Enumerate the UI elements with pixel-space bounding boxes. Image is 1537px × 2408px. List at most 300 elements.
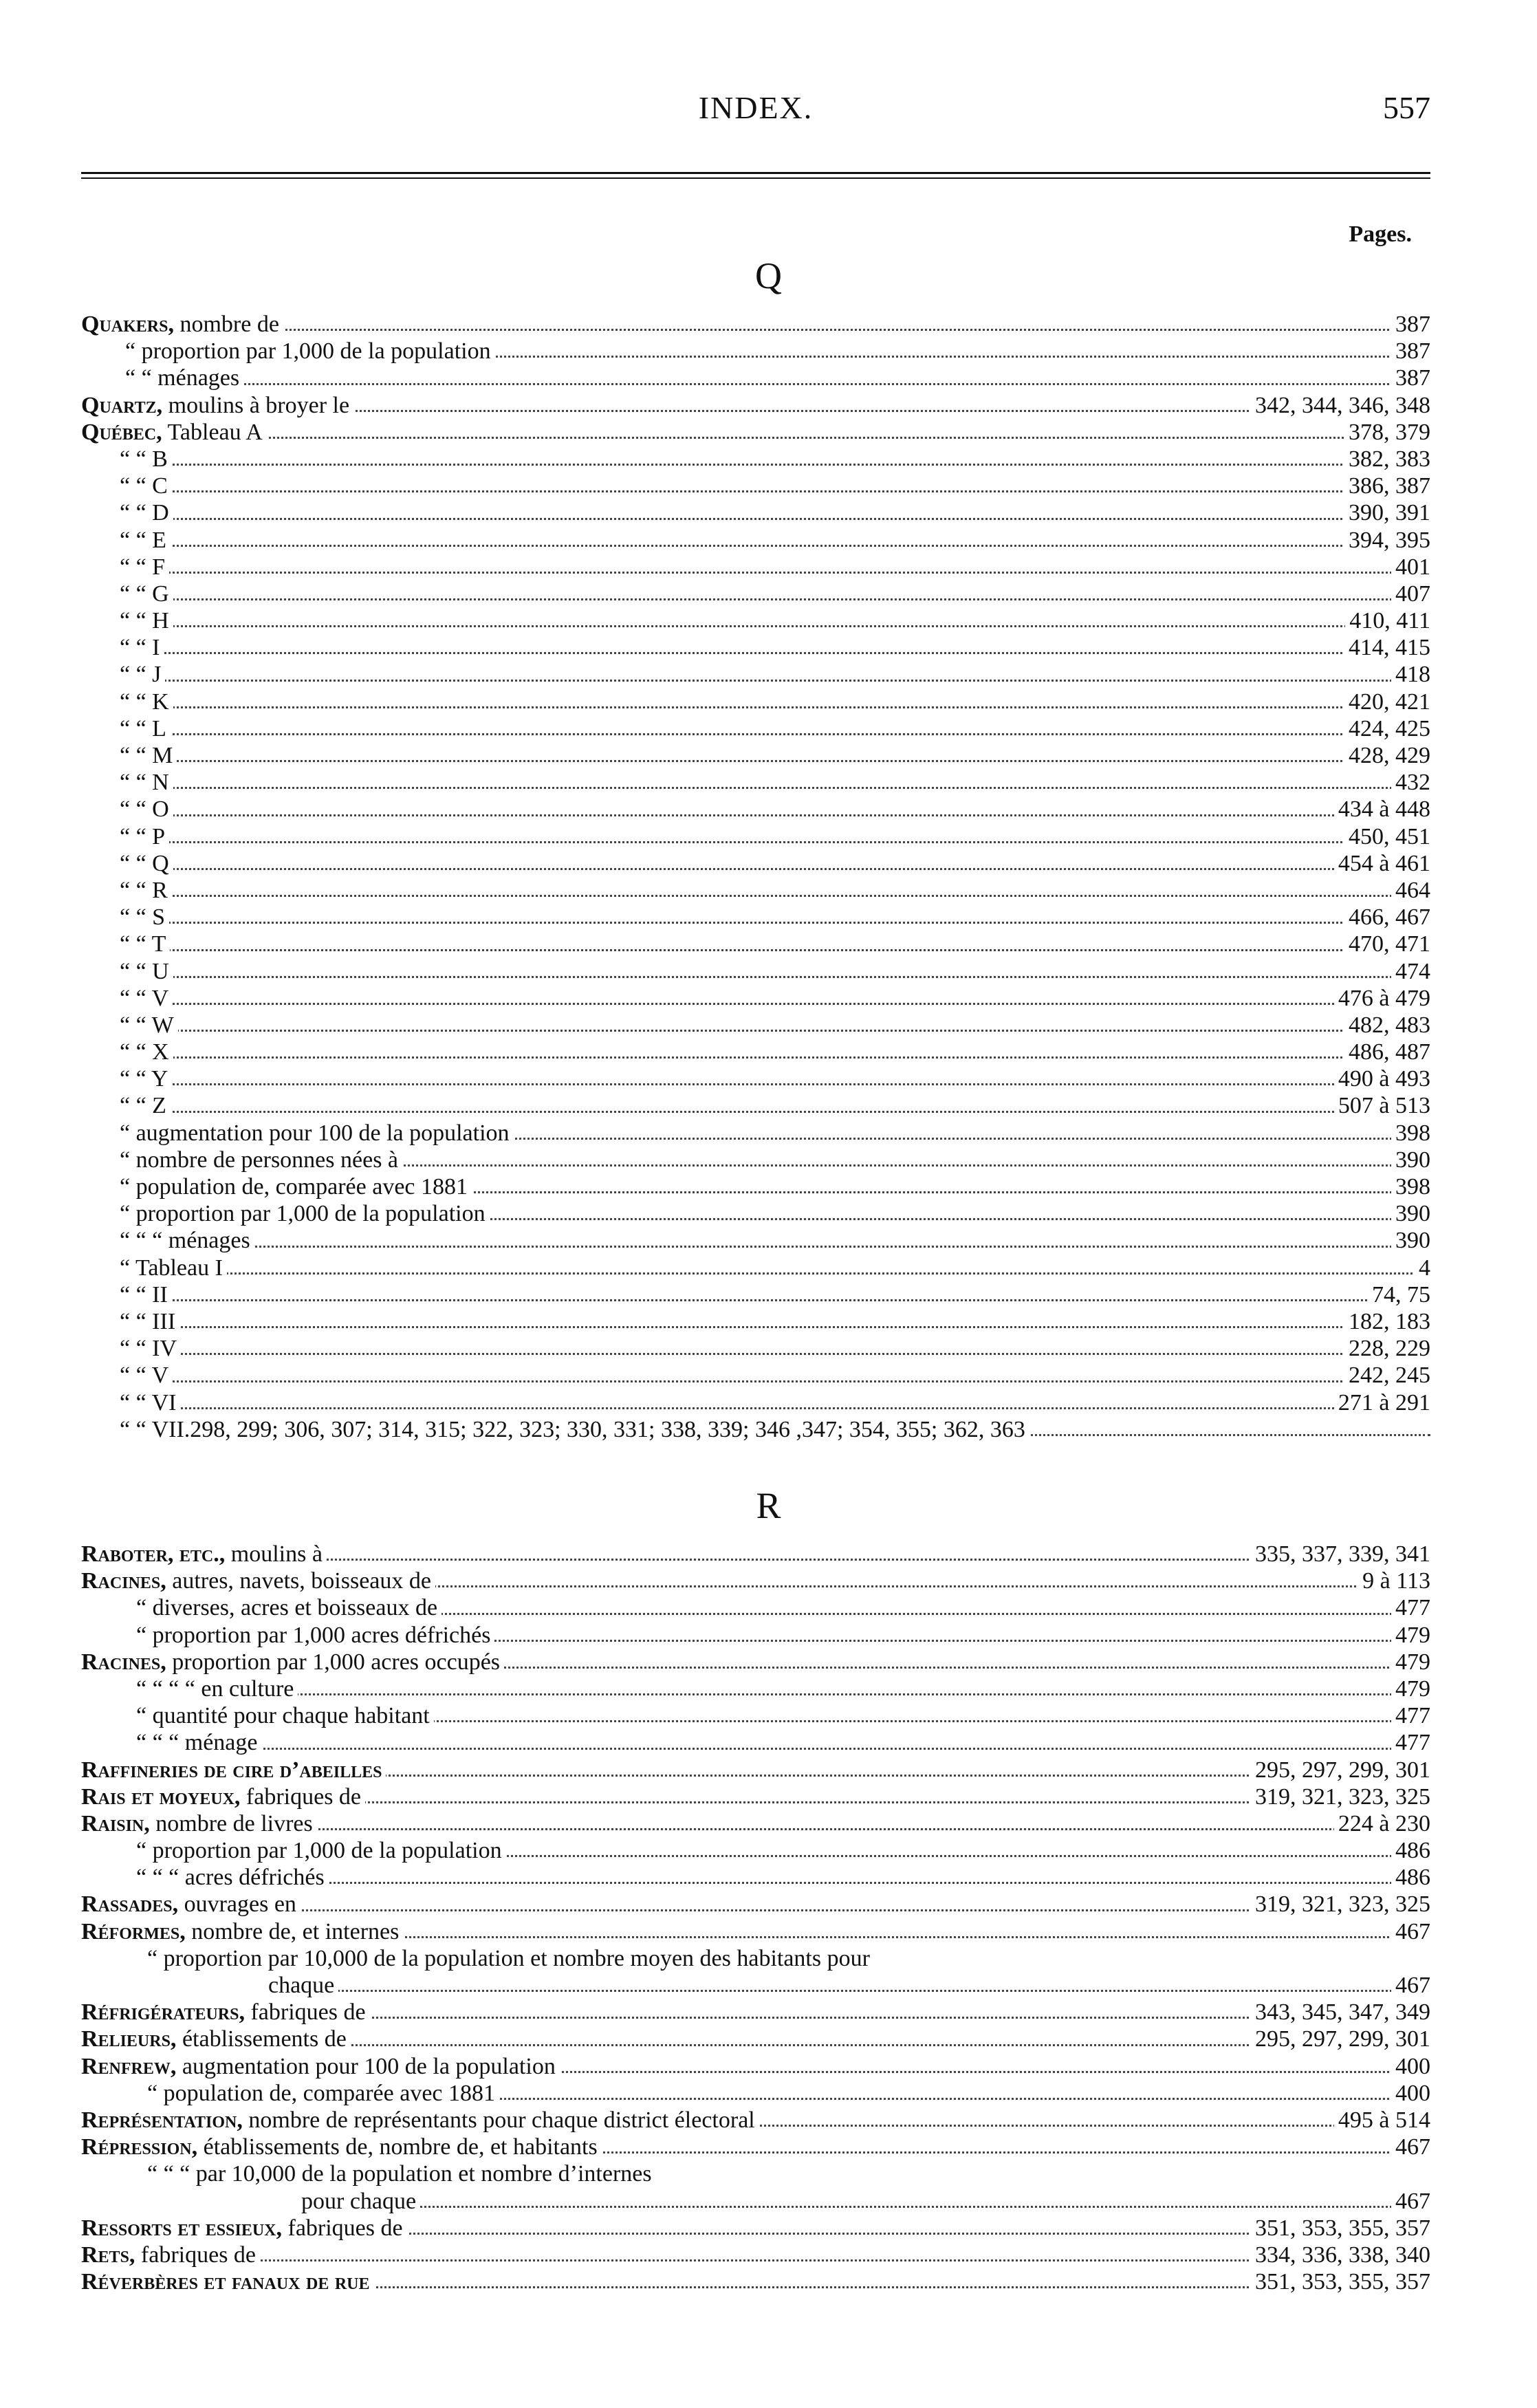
entry-description: “ “ D <box>120 500 169 526</box>
entry-text <box>120 715 171 742</box>
entry-text <box>120 688 173 715</box>
entry-pages: 351, 353, 355, 357 <box>1251 2215 1430 2242</box>
leader-dots <box>147 625 1430 627</box>
entry-text <box>81 2134 602 2160</box>
entry-text <box>120 742 177 769</box>
entry-text <box>120 1120 514 1147</box>
entry-description: “ “ K <box>120 688 169 715</box>
entry-description: “ “ F <box>120 554 166 580</box>
entry-description: “ “ IV <box>120 1336 177 1362</box>
entry-description: chaque <box>268 1973 335 1998</box>
entry-text <box>81 2026 351 2052</box>
entry-pages: 390 <box>1391 1227 1430 1254</box>
index-entry <box>81 1200 1430 1227</box>
entry-description: “ “ X <box>120 1039 169 1065</box>
entry-text <box>136 1837 506 1864</box>
entry-heading: Ressorts et essieux, <box>81 2215 282 2241</box>
entry-pages: 342, 344, 346, 348 <box>1251 392 1430 419</box>
entry-text <box>120 1227 254 1254</box>
entry-text <box>147 2080 499 2107</box>
entry-pages: 410, 411 <box>1345 607 1430 634</box>
entry-heading: Quakers, <box>81 312 174 337</box>
entry-text <box>125 365 243 391</box>
leader-dots <box>147 1272 1430 1274</box>
entry-description: nombre de <box>173 312 279 337</box>
entry-description: “ “ M <box>120 743 173 768</box>
index-list-q <box>81 311 1430 1443</box>
entry-heading: Réformes, <box>81 1918 186 1944</box>
index-entry <box>81 499 1430 526</box>
leader-dots <box>109 437 1430 439</box>
entry-text <box>120 634 164 661</box>
leader-dots <box>329 2206 1430 2208</box>
index-entry <box>81 1675 1430 1702</box>
leader-dots <box>147 787 1430 789</box>
entry-text <box>120 1065 172 1092</box>
entry-description: proportion par 1,000 acres occupés <box>166 1649 501 1675</box>
entry-text <box>147 2160 656 2187</box>
index-entry <box>81 1227 1430 1254</box>
leader-dots <box>147 976 1430 978</box>
entry-pages: 387 <box>1391 365 1430 391</box>
index-entry <box>81 1308 1430 1335</box>
leader-dots <box>147 1299 1430 1301</box>
header-rule <box>81 172 1430 174</box>
entry-text <box>268 1972 338 1999</box>
entry-text <box>81 2107 759 2134</box>
index-entry <box>81 796 1430 823</box>
entry-description: nombre de représentants pour chaque district électoral <box>242 2107 755 2133</box>
entry-text <box>81 1810 317 1837</box>
entry-text <box>136 1729 262 1756</box>
entry-description: “ nombre de personnes nées à <box>120 1147 399 1173</box>
entry-text <box>136 1864 329 1891</box>
entry-text <box>81 2215 407 2242</box>
index-entry <box>81 1864 1430 1891</box>
entry-pages: 9 à 113 <box>1358 1568 1430 1594</box>
leader-dots <box>147 1407 1430 1409</box>
entry-text <box>125 338 495 365</box>
index-entry <box>81 715 1430 742</box>
entry-pages: 467 <box>1391 2188 1430 2215</box>
entry-text <box>81 1891 301 1918</box>
index-entry <box>81 1729 1430 1756</box>
index-entry <box>81 2053 1430 2080</box>
index-entry <box>81 904 1430 931</box>
entry-pages: 400 <box>1391 2053 1430 2080</box>
leader-dots <box>147 1056 1430 1059</box>
index-entry <box>81 365 1430 391</box>
pages-column-label: Pages. <box>1349 221 1412 247</box>
entry-text <box>120 473 172 499</box>
index-entry <box>81 392 1430 419</box>
entry-description: “ “ S <box>120 904 166 931</box>
entry-description: autres, navets, boisseaux de <box>166 1568 431 1594</box>
entry-description: ouvrages en <box>178 1891 296 1918</box>
entry-heading: Répression, <box>81 2134 198 2160</box>
entry-description: “ “ “ acres défrichés <box>136 1865 325 1891</box>
index-entry <box>81 2107 1430 2134</box>
entry-text <box>120 446 172 473</box>
index-entry <box>81 419 1430 446</box>
index-entry <box>81 661 1430 688</box>
entry-heading: Rets, <box>81 2242 135 2268</box>
leader-dots <box>147 652 1430 654</box>
index-entry <box>81 931 1430 957</box>
index-entry <box>81 769 1430 796</box>
entry-pages: 242, 245 <box>1344 1362 1430 1389</box>
entry-heading: Relieurs, <box>81 2026 177 2052</box>
entry-description: “ “ G <box>120 581 169 607</box>
entry-heading: Rais et moyeux, <box>81 1783 241 1810</box>
index-entry <box>81 2188 1430 2215</box>
entry-pages: 378, 379 <box>1344 419 1430 446</box>
entry-text <box>81 1999 370 2026</box>
index-entry <box>81 1281 1430 1308</box>
entry-text <box>120 877 172 904</box>
index-entry <box>81 1039 1430 1065</box>
entry-description: “ “ Y <box>120 1066 168 1092</box>
leader-dots <box>147 841 1430 843</box>
leader-dots <box>147 1111 1430 1113</box>
entry-text <box>81 419 267 446</box>
index-list-r <box>81 1541 1430 2295</box>
leader-dots <box>147 490 1430 492</box>
entry-description: “ “ V <box>120 985 169 1011</box>
entry-description: “ “ N <box>120 770 169 796</box>
index-entry <box>81 1810 1430 1837</box>
leader-dots <box>147 922 1430 924</box>
leader-dots <box>147 545 1430 547</box>
leader-dots <box>147 949 1430 951</box>
entry-description: fabriques de <box>282 2215 403 2241</box>
entry-pages: 74, 75 <box>1368 1281 1430 1308</box>
entry-description: “ “ W <box>120 1012 174 1038</box>
index-entry <box>81 850 1430 877</box>
entry-description: “ “ O <box>120 796 169 823</box>
entry-text <box>120 1281 172 1308</box>
leader-dots <box>109 2259 1430 2261</box>
leader-dots <box>164 1748 1430 1750</box>
leader-dots <box>147 1326 1430 1328</box>
entry-pages: 398 <box>1391 1173 1430 1200</box>
page-number: 557 <box>1383 90 1430 125</box>
entry-pages: 407 <box>1391 581 1430 607</box>
entry-pages: 387 <box>1391 311 1430 338</box>
entry-description: “ “ III <box>120 1308 176 1334</box>
index-entry <box>81 1120 1430 1147</box>
leader-dots <box>147 733 1430 735</box>
leader-dots <box>147 868 1430 870</box>
index-entry <box>81 311 1430 338</box>
entry-description: fabriques de <box>135 2242 257 2268</box>
leader-dots <box>147 1083 1430 1085</box>
leader-dots <box>147 1030 1430 1032</box>
entry-description: “ “ I <box>120 635 160 661</box>
entry-description: “ “ Q <box>120 850 169 876</box>
entry-text <box>81 1541 327 1568</box>
leader-dots <box>147 1380 1430 1382</box>
entry-pages: 486, 487 <box>1344 1039 1430 1065</box>
entry-pages: 382, 383 <box>1344 446 1430 473</box>
entry-description: “ “ E <box>120 527 166 553</box>
index-entry <box>81 1012 1430 1039</box>
entry-text <box>120 796 173 823</box>
entry-description: nombre de, et internes <box>185 1918 400 1944</box>
leader-dots <box>109 329 1430 331</box>
entry-text <box>120 823 169 850</box>
entry-description: “ “ “ par 10,000 de la population et nombre d’internes <box>147 2161 652 2187</box>
section-letter-r: R <box>756 1485 781 1526</box>
entry-text <box>136 1594 442 1621</box>
index-entry <box>81 1541 1430 1568</box>
leader-dots <box>147 518 1430 520</box>
entry-pages: 414, 415 <box>1344 634 1430 661</box>
entry-pages: 390 <box>1391 1147 1430 1173</box>
entry-description: établissements de, nombre de, et habitants <box>197 2134 598 2160</box>
entry-pages: 428, 429 <box>1344 742 1430 769</box>
index-entry <box>81 1972 1430 1999</box>
entry-pages: 470, 471 <box>1344 931 1430 957</box>
entry-pages: 432 <box>1391 769 1430 796</box>
entry-text <box>81 2268 374 2295</box>
leader-dots <box>109 1909 1430 1911</box>
entry-pages: 467 <box>1391 1972 1430 1999</box>
entry-description: “ “ V <box>120 1363 169 1389</box>
entry-description: “ “ B <box>120 446 168 472</box>
index-entry <box>81 1389 1430 1416</box>
index-entry <box>81 1999 1430 2026</box>
entry-pages: 386, 387 <box>1344 473 1430 499</box>
entry-description: “ augmentation pour 100 de la population <box>120 1120 510 1146</box>
index-entry <box>81 1147 1430 1173</box>
index-entry <box>81 1335 1430 1362</box>
entry-pages: 390 <box>1391 1200 1430 1227</box>
index-entry <box>81 607 1430 634</box>
entry-heading: Raisin, <box>81 1810 150 1836</box>
leader-dots <box>147 1246 1430 1248</box>
entry-pages: 474 <box>1391 958 1430 985</box>
index-entry <box>81 2215 1430 2242</box>
entry-pages: 450, 451 <box>1344 823 1430 850</box>
leader-dots <box>147 1003 1430 1005</box>
entry-description: fabriques de <box>240 1783 362 1810</box>
index-entry <box>81 958 1430 985</box>
entry-heading: Raboter, etc., <box>81 1541 226 1567</box>
index-entry <box>81 877 1430 904</box>
entry-description: “ “ II <box>120 1281 168 1308</box>
entry-pages: 182, 183 <box>1344 1308 1430 1335</box>
entry-heading: Racines, <box>81 1649 166 1675</box>
leader-dots <box>147 1353 1430 1355</box>
entry-pages: 490 à 493 <box>1334 1065 1430 1092</box>
entry-description: moulins à broyer le <box>162 392 350 418</box>
leader-dots <box>296 1990 1430 1992</box>
entry-text <box>136 1702 434 1729</box>
leader-dots <box>147 598 1430 600</box>
entry-text <box>120 769 173 796</box>
entry-pages: 482, 483 <box>1344 1012 1430 1039</box>
entry-text <box>81 1757 386 1783</box>
header-rule-thin <box>81 177 1430 179</box>
index-entry <box>81 1065 1430 1092</box>
entry-pages: 434 à 448 <box>1334 796 1430 823</box>
entry-text <box>120 1335 181 1362</box>
entry-text <box>81 1568 435 1594</box>
entry-text <box>120 1173 472 1200</box>
entry-pages: 224 à 230 <box>1334 1810 1430 1837</box>
index-entry <box>81 985 1430 1012</box>
index-entry <box>81 1757 1430 1783</box>
entry-description: “ proportion par 10,000 de la population et nombre moyen des habitants pour <box>147 1945 870 1971</box>
entry-text <box>120 607 173 634</box>
entry-text <box>120 1092 171 1119</box>
entry-text <box>81 311 283 338</box>
entry-description: augmentation pour 100 de la population <box>176 2053 556 2079</box>
index-entry <box>81 2268 1430 2295</box>
entry-text <box>301 2188 420 2215</box>
index-entry <box>81 1891 1430 1918</box>
entry-description: “ quantité pour chaque habitant <box>136 1703 430 1729</box>
entry-pages: 477 <box>1391 1729 1430 1756</box>
entry-text <box>147 1945 874 1972</box>
index-entry <box>81 446 1430 473</box>
entry-pages: 228, 229 <box>1344 1335 1430 1362</box>
entry-pages: 401 <box>1391 554 1430 581</box>
index-entry <box>81 1416 1430 1443</box>
entry-text <box>120 904 169 931</box>
entry-description: “ “ L <box>120 715 166 741</box>
index-entry <box>81 527 1430 554</box>
entry-pages: 495 à 514 <box>1334 2107 1430 2134</box>
entry-pages: 486 <box>1391 1864 1430 1891</box>
entry-pages: 295, 297, 299, 301 <box>1251 1757 1430 1783</box>
entry-description: “ “ P <box>120 823 166 849</box>
index-entry <box>81 1173 1430 1200</box>
index-entry <box>81 2026 1430 2052</box>
entry-pages: 466, 467 <box>1344 904 1430 931</box>
entry-description: fabriques de <box>244 1999 366 2026</box>
entry-description: “ “ “ “ en culture <box>136 1675 294 1702</box>
index-entry <box>81 1568 1430 1594</box>
entry-pages: 467 <box>1391 2134 1430 2160</box>
entry-heading: Renfrew, <box>81 2053 177 2079</box>
index-entry <box>81 1918 1430 1945</box>
entry-pages: 4 <box>1415 1255 1430 1281</box>
leader-dots <box>164 1693 1430 1695</box>
entry-text <box>120 931 170 957</box>
entry-text <box>120 1147 402 1173</box>
entry-description: “ “ J <box>120 662 162 688</box>
entry-pages: 476 à 479 <box>1334 985 1430 1012</box>
entry-description: moulins à <box>225 1541 323 1567</box>
entry-heading: Réfrigérateurs, <box>81 1999 245 2026</box>
entry-description: “ “ “ ménage <box>136 1730 258 1756</box>
entry-pages: 507 à 513 <box>1334 1092 1430 1119</box>
leader-dots <box>147 680 1430 682</box>
entry-description: “ “ T <box>120 931 166 957</box>
entry-pages: 334, 336, 338, 340 <box>1251 2242 1430 2268</box>
leader-dots <box>147 895 1430 897</box>
entry-text <box>120 1255 227 1281</box>
index-entry <box>81 1092 1430 1119</box>
entry-description: “ “ H <box>120 608 169 634</box>
entry-text <box>120 499 173 526</box>
leader-dots <box>147 572 1430 574</box>
entry-pages: 479 <box>1391 1649 1430 1675</box>
entry-description: “ “ VII.298, 299; 306, 307; 314, 315; 322, 323; 330, 331; 338, 339; 346 ,347; 354, 355; 362, 363 <box>120 1416 1025 1442</box>
entry-text <box>120 850 173 877</box>
entry-description: “ “ VI <box>120 1389 177 1415</box>
leader-dots <box>147 464 1430 466</box>
entry-description: “ proportion par 1,000 de la population <box>136 1838 502 1864</box>
entry-heading: Raffineries de cire d’abeilles <box>81 1757 382 1783</box>
index-entry <box>81 1255 1430 1281</box>
entry-description: “ population de, comparée avec 1881 <box>147 2080 496 2106</box>
entry-pages: 351, 353, 355, 357 <box>1251 2268 1430 2295</box>
entry-description: “ “ U <box>120 958 169 984</box>
index-entry <box>81 2080 1430 2107</box>
entry-pages: 390, 391 <box>1344 499 1430 526</box>
index-entry <box>81 1837 1430 1864</box>
entry-description: “ diverses, acres et boisseaux de <box>136 1595 438 1621</box>
entry-description: “ “ ménages <box>125 365 240 391</box>
entry-text <box>120 1389 180 1416</box>
entry-text <box>81 1918 403 1945</box>
entry-pages: 454 à 461 <box>1334 850 1430 877</box>
entry-text <box>120 527 171 554</box>
index-entry <box>81 2134 1430 2160</box>
leader-dots <box>147 760 1430 762</box>
entry-description: nombre de livres <box>149 1810 313 1836</box>
entry-pages: 418 <box>1391 661 1430 688</box>
entry-description: pour chaque <box>301 2188 417 2214</box>
entry-pages: 479 <box>1391 1675 1430 1702</box>
entry-pages: 319, 321, 323, 325 <box>1251 1783 1430 1810</box>
entry-text <box>120 958 173 985</box>
entry-description: établissements de <box>176 2026 347 2052</box>
index-entry <box>81 1945 1430 1972</box>
index-entry <box>81 338 1430 365</box>
section-letter-q: Q <box>755 255 782 296</box>
index-entry <box>81 823 1430 850</box>
entry-text <box>120 661 165 688</box>
index-entry <box>81 2160 1430 2187</box>
entry-text <box>81 1649 504 1675</box>
entry-description: “ “ “ ménages <box>120 1228 250 1254</box>
index-entry <box>81 1594 1430 1621</box>
entry-description: “ “ Z <box>120 1093 166 1119</box>
entry-heading: Rassades, <box>81 1891 179 1918</box>
entry-text <box>136 1675 298 1702</box>
entry-text <box>81 2242 260 2268</box>
index-entry <box>81 1362 1430 1389</box>
entry-heading: Quartz, <box>81 392 163 418</box>
entry-description: “ “ C <box>120 473 168 499</box>
entry-text <box>81 2053 560 2080</box>
entry-pages: 477 <box>1391 1702 1430 1729</box>
entry-pages: 486 <box>1391 1837 1430 1864</box>
entry-pages: 424, 425 <box>1344 715 1430 742</box>
index-entry <box>81 1783 1430 1810</box>
index-entry <box>81 742 1430 769</box>
entry-pages: 343, 345, 347, 349 <box>1251 1999 1430 2026</box>
entry-text <box>120 985 173 1012</box>
entry-description: “ Tableau I <box>120 1255 223 1281</box>
index-entry <box>81 2242 1430 2268</box>
entry-pages: 387 <box>1391 338 1430 365</box>
index-entry <box>81 1622 1430 1649</box>
